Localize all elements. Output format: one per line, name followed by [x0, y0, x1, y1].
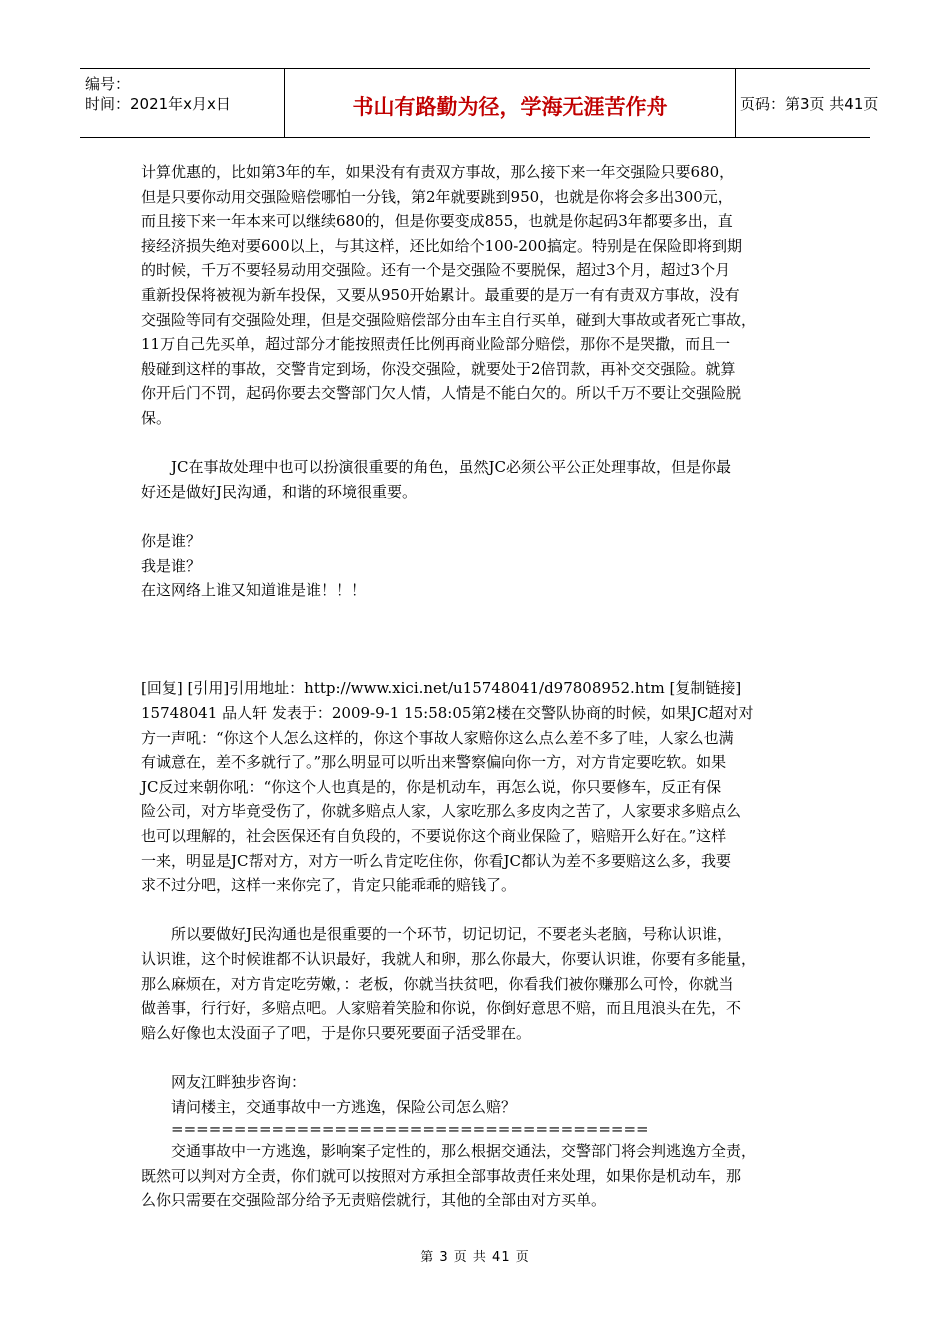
document-body [141, 160, 813, 1213]
text-line: 重新投保将被视为新车投保，又要从950开始累计。最重要的是万一有有责双方事故，没有 [141, 285, 740, 304]
text-line: 你是谁？ [141, 531, 202, 550]
paragraph-question [141, 1070, 813, 1139]
text-line: JC在事故处理中也可以扮演很重要的角色，虽然JC必须公平公正处理事故，但是你最 [171, 458, 731, 477]
header-middle-cell [284, 69, 736, 137]
paragraph-jc-role [141, 455, 813, 504]
text-line: 但是只要你动用交强险赔偿哪怕一分钱，第2年就要跳到950，也就是你将会多出300元， [141, 187, 733, 206]
header-motto: 书山有路勤为径，学海无涯苦作舟 [352, 95, 668, 119]
text-line: 既然可以判对方全责，你们就可以按照对方承担全部事故责任来处理，如果你是机动车，那 [141, 1166, 742, 1185]
text-line: 所以要做好J民沟通也是很重要的一个环节，切记切记，不要老头老脑，号称认识谁， [171, 925, 733, 944]
text-line: 也可以理解的，社会医保还有自负段的，不要说你这个商业保险了，赔赔开么好在。”这样 [141, 827, 727, 846]
text-line: 一来，明显是JC帮对方，对方一听么肯定吃住你，你看JC都认为差不多要赔这么多，我要 [141, 851, 731, 870]
text-line: 般碰到这样的事故，交警肯定到场，你没交强险，就要处于2倍罚款，再补交交强险。就算 [141, 359, 736, 378]
text-line: 11万自己先买单，超过部分才能按照责任比例再商业险部分赔偿，那你不是哭撒，而且一 [141, 335, 731, 354]
text-line: 计算优惠的，比如第3年的车，如果没有有责双方事故，那么接下来一年交强险只要680， [141, 163, 735, 181]
text-line: 的时候，千万不要轻易动用交强险。还有一个是交强险不要脱保，超过3个月，超过3个月 [141, 261, 731, 280]
separator-line: ====================================== [171, 1120, 649, 1139]
header-right-cell [735, 69, 879, 137]
text-line: 求不过分吧，这样一来你完了，肯定只能乖乖的赔钱了。 [141, 876, 517, 895]
text-line: 好还是做好J民沟通，和谐的环境很重要。 [141, 482, 418, 501]
text-line: 你开后门不罚，起码你要去交警部门欠人情，人情是不能白欠的。所以千万不要让交强险脱 [141, 384, 742, 403]
text-line: 我是谁？ [141, 556, 202, 575]
text-line: 有诚意在，差不多就行了。”那么明显可以听出来警察偏向你一方，对方肯定要吃软。如果 [141, 753, 727, 772]
text-line: 那么麻烦在，对方肯定吃劳嫩，：老板，你就当扶贫吧，你看我们被你赚那么可怜，你就当 [141, 974, 734, 993]
paragraph-who-are-you [141, 529, 813, 603]
text-line: 接经济损失绝对要600以上，与其这样，还比如给个100-200搞定。特别是在保险即将到期 [141, 236, 742, 255]
page-header [80, 68, 879, 138]
text-line: 15748041 品人轩 发表于：2009-9-1 15:58:05第2楼在交警队协商的时候，如果JC超对对 [141, 704, 754, 723]
text-line: 保。 [141, 408, 172, 427]
paragraph-insurance [141, 160, 813, 431]
text-line: 在这网络上谁又知道谁是谁！！！ [141, 581, 367, 600]
text-line: 赔么好像也太没面子了吧，于是你只要死要面子活受罪在。 [141, 1023, 532, 1042]
text-line: 交强险等同有交强险处理，但是交强险赔偿部分由车主自行买单，碰到大事故或者死亡事故， [141, 310, 757, 329]
text-line: 做善事，行行好，多赔点吧。人家赔着笑脸和你说，你倒好意思不赔，而且甩浪头在先，不 [141, 999, 742, 1018]
text-line: [回复] [引用]引用地址：http://www.xici.net/u15748041/d97808952.htm [复制链接] [141, 679, 742, 698]
paragraph-communication [141, 922, 813, 1045]
paragraph-answer [141, 1139, 813, 1213]
document-number-label: 编号： [85, 75, 131, 93]
text-line: 险公司，对方毕竟受伤了，你就多赔点人家，人家吃那么多皮肉之苦了，人家要求多赔点么 [141, 802, 742, 821]
page-footer: 第 3 页 共 41 页 [420, 1250, 530, 1265]
text-line: JC反过来朝你吼：“你这个人也真是的，你是机动车，再怎么说，你只要修车，反正有保 [141, 777, 722, 796]
text-line: 认识谁，这个时候谁都不认识最好，我就人和卵，那么你最大，你要认识谁，你要有多能量， [141, 950, 757, 968]
header-left-cell [80, 69, 284, 137]
header-page-label: 页码：第3页 共41页 [740, 95, 879, 113]
text-line: 方一声吼：“你这个人怎么这样的，你这个事故人家赔你这么点么差不多了哇，人家么也满 [141, 728, 734, 747]
text-line: 而且接下来一年本来可以继续680的，但是你要变成855，也就是你起码3年都要多出，直 [141, 212, 733, 231]
text-line: 网友江畔独步咨询： [171, 1072, 307, 1091]
document-date-label: 时间：2021年x月x日 [85, 95, 231, 113]
text-line: 请问楼主，交通事故中一方逃逸，保险公司怎么赔？ [171, 1097, 517, 1116]
text-line: 么你只需要在交强险部分给予无责赔偿就行，其他的全部由对方买单。 [141, 1191, 607, 1210]
paragraph-reply-post [141, 676, 813, 897]
text-line: 交通事故中一方逃逸，影响案子定性的，那么根据交通法，交警部门将会判逃逸方全责， [171, 1142, 757, 1161]
